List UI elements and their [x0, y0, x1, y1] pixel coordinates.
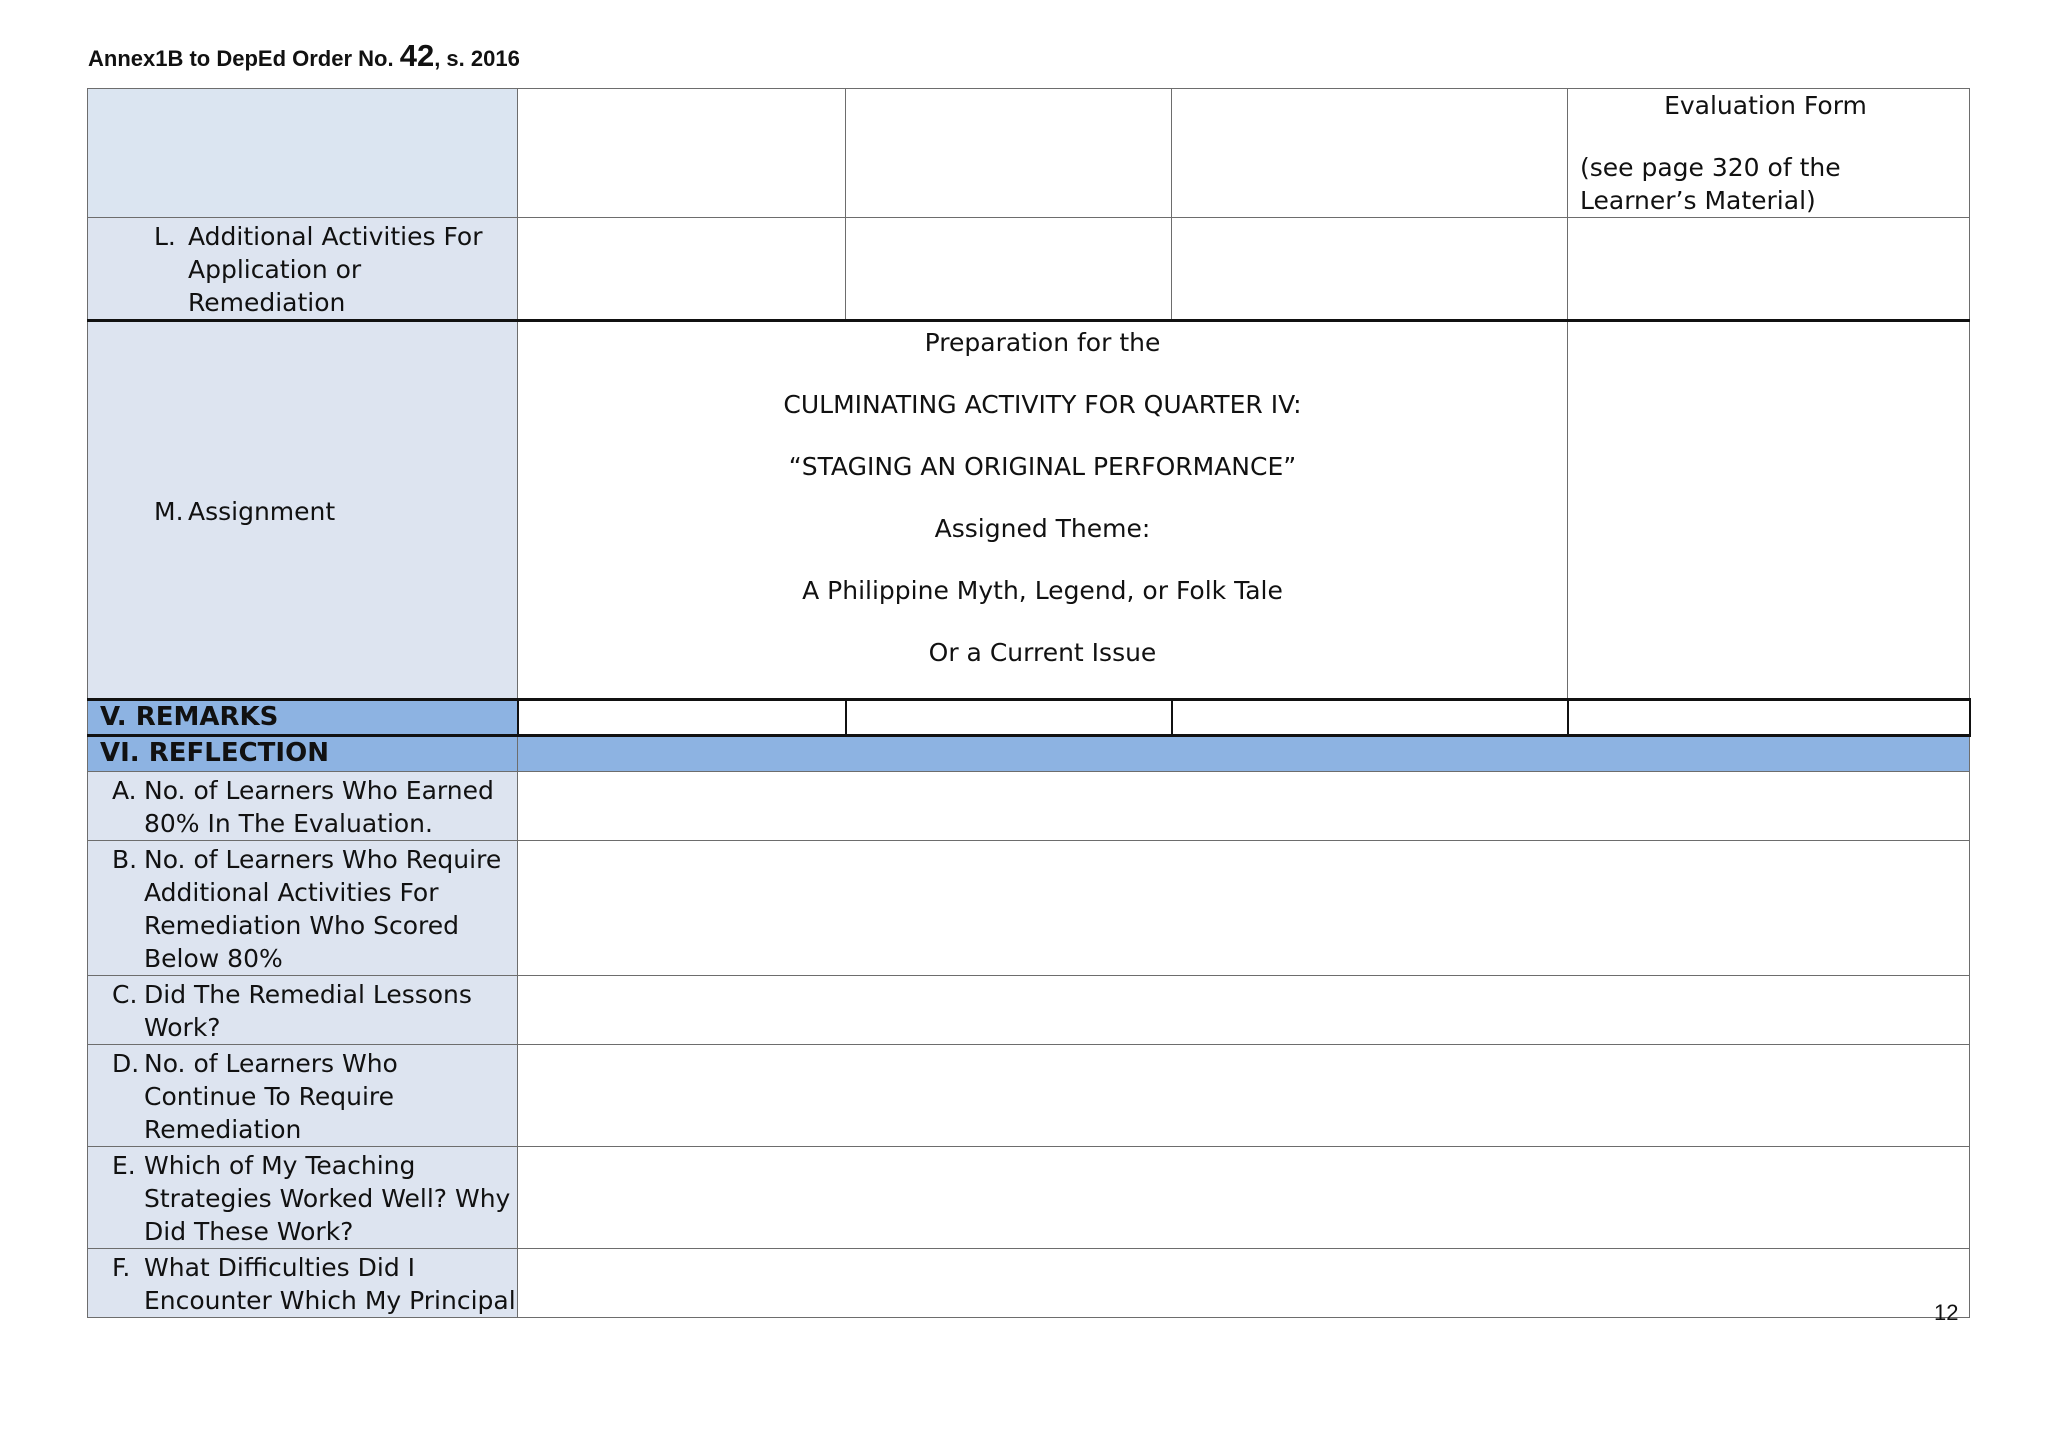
- item-letter: C.: [112, 980, 138, 1009]
- item-letter: A.: [112, 776, 137, 805]
- reflection-label-cell: [88, 1045, 518, 1147]
- item-label: No. of Learners Who Require Additional Activities For Remediation Who Scored Below 80%: [144, 845, 502, 973]
- reflection-row: [88, 1249, 1970, 1318]
- remarks-cell: [1568, 700, 1970, 736]
- reflection-row: [88, 772, 1970, 841]
- lesson-plan-table: [87, 88, 1971, 1318]
- item-letter: B.: [112, 845, 138, 874]
- reflection-label-cell: [88, 841, 518, 976]
- assignment-line: “STAGING AN ORIGINAL PERFORMANCE”: [788, 452, 1297, 481]
- page-number: 12: [1934, 1300, 1959, 1325]
- reflection-row: [88, 1147, 1970, 1249]
- row-additional-activities: [88, 218, 1970, 321]
- reflection-label-cell: [88, 1147, 518, 1249]
- item-label: No. of Learners Who Earned 80% In The Evaluation.: [144, 776, 494, 838]
- remarks-cell: [518, 700, 846, 736]
- item-letter: F.: [112, 1253, 131, 1282]
- reflection-label-cell: [88, 772, 518, 841]
- row-letter: M.: [154, 496, 184, 526]
- item-label: Which of My Teaching Strategies Worked Well? Why Did These Work?: [144, 1151, 511, 1246]
- assignment-line: CULMINATING ACTIVITY FOR QUARTER IV:: [783, 390, 1302, 419]
- reflection-label-cell: [88, 976, 518, 1045]
- reflection-header-fill: [518, 736, 1970, 772]
- reflection-answer-cell: [518, 841, 1970, 976]
- header-suffix: , s. 2016: [434, 46, 520, 71]
- evaluation-reference: (see page 320 of the Learner’s Material): [1580, 153, 1841, 215]
- day4-cell: [1568, 218, 1970, 321]
- row-label: Additional Activities For Application or Remediation: [188, 222, 483, 317]
- remarks-cell: [1172, 700, 1568, 736]
- reflection-answer-cell: [518, 772, 1970, 841]
- order-number: 42: [399, 38, 435, 73]
- label-cell-additional-activities: [88, 218, 518, 321]
- assignment-line: A Philippine Myth, Legend, or Folk Tale: [802, 576, 1283, 605]
- assignment-line: Preparation for the: [924, 328, 1161, 357]
- day2-cell: [846, 218, 1172, 321]
- assignment-line: Assigned Theme:: [934, 514, 1151, 543]
- reflection-answer-cell: [518, 1249, 1970, 1318]
- assignment-line: Or a Current Issue: [928, 638, 1157, 667]
- day1-cell: [518, 218, 846, 321]
- continuation-row: [88, 89, 1970, 218]
- day3-cell: [1172, 218, 1568, 321]
- remarks-cell: [846, 700, 1172, 736]
- row-letter: L.: [154, 222, 176, 251]
- section-remarks: V. REMARKS: [88, 700, 518, 736]
- row-label: Assignment: [188, 496, 336, 526]
- reflection-answer-cell: [518, 976, 1970, 1045]
- row-assignment: [88, 321, 1970, 700]
- reflection-row: [88, 1045, 1970, 1147]
- label-cell-empty: [88, 89, 518, 218]
- assignment-details-cell: [518, 321, 1568, 700]
- day3-cell: [1172, 89, 1568, 218]
- item-label: What Difficulties Did I Encounter Which My Principal: [144, 1253, 516, 1315]
- reflection-label-cell: [88, 1249, 518, 1318]
- section-reflection: VI. REFLECTION: [88, 736, 518, 772]
- day1-cell: [518, 89, 846, 218]
- reflection-answer-cell: [518, 1147, 1970, 1249]
- reflection-row: [88, 841, 1970, 976]
- reflection-row: [88, 976, 1970, 1045]
- day2-cell: [846, 89, 1172, 218]
- item-label: Did The Remedial Lessons Work?: [144, 980, 472, 1042]
- evaluation-form-title: Evaluation Form: [1664, 91, 1867, 120]
- item-label: No. of Learners Who Continue To Require Remediation: [144, 1049, 398, 1144]
- label-cell-assignment: [88, 321, 518, 700]
- header-prefix: Annex1B to DepEd Order No.: [88, 46, 400, 71]
- assignment-text: [518, 322, 1567, 669]
- document-header: [88, 38, 520, 74]
- day4-cell: [1568, 321, 1970, 700]
- remarks-row: [88, 700, 1970, 736]
- reflection-answer-cell: [518, 1045, 1970, 1147]
- evaluation-cell: [1568, 89, 1970, 218]
- reflection-header-row: [88, 736, 1970, 772]
- item-letter: D.: [112, 1049, 140, 1078]
- item-letter: E.: [112, 1151, 136, 1180]
